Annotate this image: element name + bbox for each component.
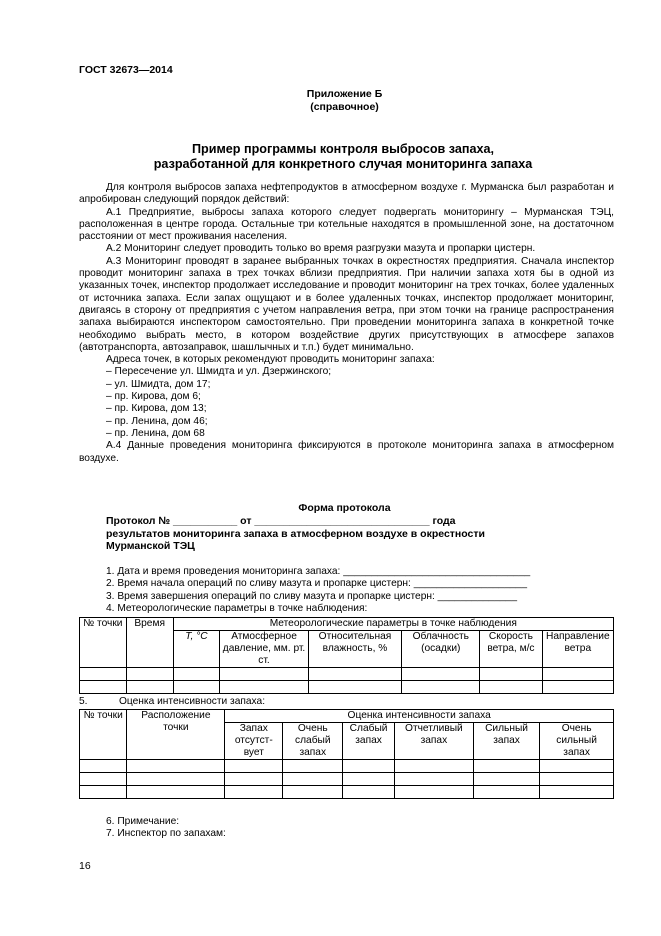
paragraph-intro: Для контроля выбросов запаха нефтепродуктов в атмосферном воздухе г. Мурманска был разработан и апробирован следующий порядок действий: [79, 182, 614, 206]
table-row [80, 760, 614, 773]
list-item: – пр. Кирова, дом 13; [106, 403, 207, 415]
protocol-line-1: Протокол № ___________ от ______________________________ года [106, 515, 456, 527]
annex-heading [0, 88, 661, 114]
paragraph-a2: А.2 Мониторинг следует проводить только во время разгрузки мазута и пропарки цистерн. [106, 243, 536, 255]
col-temperature: T, °С [173, 631, 220, 668]
page-number: 16 [79, 860, 91, 872]
table-row [80, 773, 614, 786]
form-title: Форма протокола [298, 502, 391, 514]
table-row [80, 786, 614, 799]
paragraph-addresses: Адреса точек, в которых рекомендуют проводить мониторинг запаха: [106, 354, 435, 366]
col-wind-direction: Направление ветра [542, 631, 613, 668]
col-very-weak: Очень слабый запах [283, 723, 343, 760]
section-5-heading [79, 696, 266, 707]
list-item: – пр. Ленина, дом 46; [106, 415, 208, 427]
col-point-no: № точки [80, 618, 127, 668]
standard-number: ГОСТ 32673—2014 [79, 64, 173, 76]
table-row [80, 681, 614, 694]
protocol-footer-questions [106, 816, 226, 841]
col-pressure: Атмосферное давление, мм. рт. ст. [220, 631, 308, 668]
list-item: – Пересечение ул. Шмидта и ул. Дзержинского; [106, 366, 332, 378]
intensity-table [79, 709, 614, 799]
col-very-strong: Очень сильный запах [540, 723, 614, 760]
annex-type: (справочное) [310, 101, 379, 113]
paragraph-a3: А.3 Мониторинг проводят в заранее выбранных точках в окрестностях предприятия. Сначала инспектор проводит мониторинг запаха в трех точках вблизи предприятия. При наличии запаха хотя бы в одной из указанных точек, инспектор продолжает исследование и проводит мониторинг на трех точках, более удаленных от источника запаха. Если запах ощущают и в более удаленных точках, инспектор продолжает мониторинг, двигаясь в сторону от предприятия с учетом направления ветра, при этом точки на границе распространения запаха выбираются инспектором самостоятельно. При проведении мониторинга запаха в конкретной точке необходимо выбрать место, в котором воздействие других присутствующих в атмосфере запахов (автотранспорта, автозаправок, шашлычных и т.п.) будет минимально. [79, 255, 614, 353]
col-location: Расположение точки [127, 710, 225, 760]
col-point-no: № точки [80, 710, 127, 760]
protocol-questions [106, 566, 530, 615]
col-wind-speed: Скорость ветра, м/с [480, 631, 542, 668]
annex-label: Приложение Б [306, 88, 383, 100]
col-group-intensity: Оценка интенсивности запаха [225, 710, 614, 723]
title-line-1: Пример программы контроля выбросов запаха, [192, 142, 494, 156]
col-group-meteo: Метеорологические параметры в точке наблюдения [173, 618, 613, 631]
section-5-label: Оценка интенсивности запаха: [119, 696, 266, 707]
list-item: – ул. Шмидта, дом 17; [106, 378, 211, 390]
question-6: 6. Примечание: [106, 816, 180, 827]
table-row [80, 668, 614, 681]
question-2: 2. Время начала операций по сливу мазута и пропарке цистерн: ____________________ [106, 578, 528, 590]
meteo-table [79, 617, 614, 694]
col-time: Время [126, 618, 173, 668]
question-7: 7. Инспектор по запахам: [106, 828, 226, 840]
list-item: – пр. Ленина, дом 68 [106, 427, 205, 439]
col-no-odor: Запах отсутст-вует [225, 723, 283, 760]
page-title [0, 142, 661, 172]
col-weak: Слабый запах [343, 723, 395, 760]
paragraph-a1: А.1 Предприятие, выбросы запаха которого следует подвергать мониторингу – Мурманская ТЭЦ, расположенная в центре города. Остальные три котельные находятся в промышленной зоне, на достаточном расстоянии от мест проживания населения. [79, 206, 614, 243]
body-text [79, 182, 614, 465]
list-item: – пр. Кирова, дом 6; [106, 391, 201, 403]
col-clouds: Облачность (осадки) [402, 631, 480, 668]
protocol-heading [106, 515, 485, 553]
paragraph-a4: А.4 Данные проведения мониторинга фиксируются в протоколе мониторинга запаха в атмосферном воздухе. [79, 440, 614, 464]
title-line-2: разработанной для конкретного случая мониторинга запаха [153, 157, 533, 171]
question-4: 4. Метеорологические параметры в точке наблюдения: [106, 602, 368, 614]
question-1: 1. Дата и время проведения мониторинга запаха: _________________________________ [106, 566, 531, 577]
col-humidity: Относительная влажность, % [308, 631, 402, 668]
section-5-number: 5. [79, 696, 88, 707]
question-3: 3. Время завершения операций по сливу мазута и пропарке цистерн: ______________ [106, 590, 518, 602]
col-strong: Сильный запах [473, 723, 539, 760]
col-distinct: Отчетливый запах [394, 723, 473, 760]
protocol-line-2: результатов мониторинга запаха в атмосферном воздухе в окрестности [106, 527, 485, 540]
protocol-line-3: Мурманской ТЭЦ [106, 540, 195, 552]
